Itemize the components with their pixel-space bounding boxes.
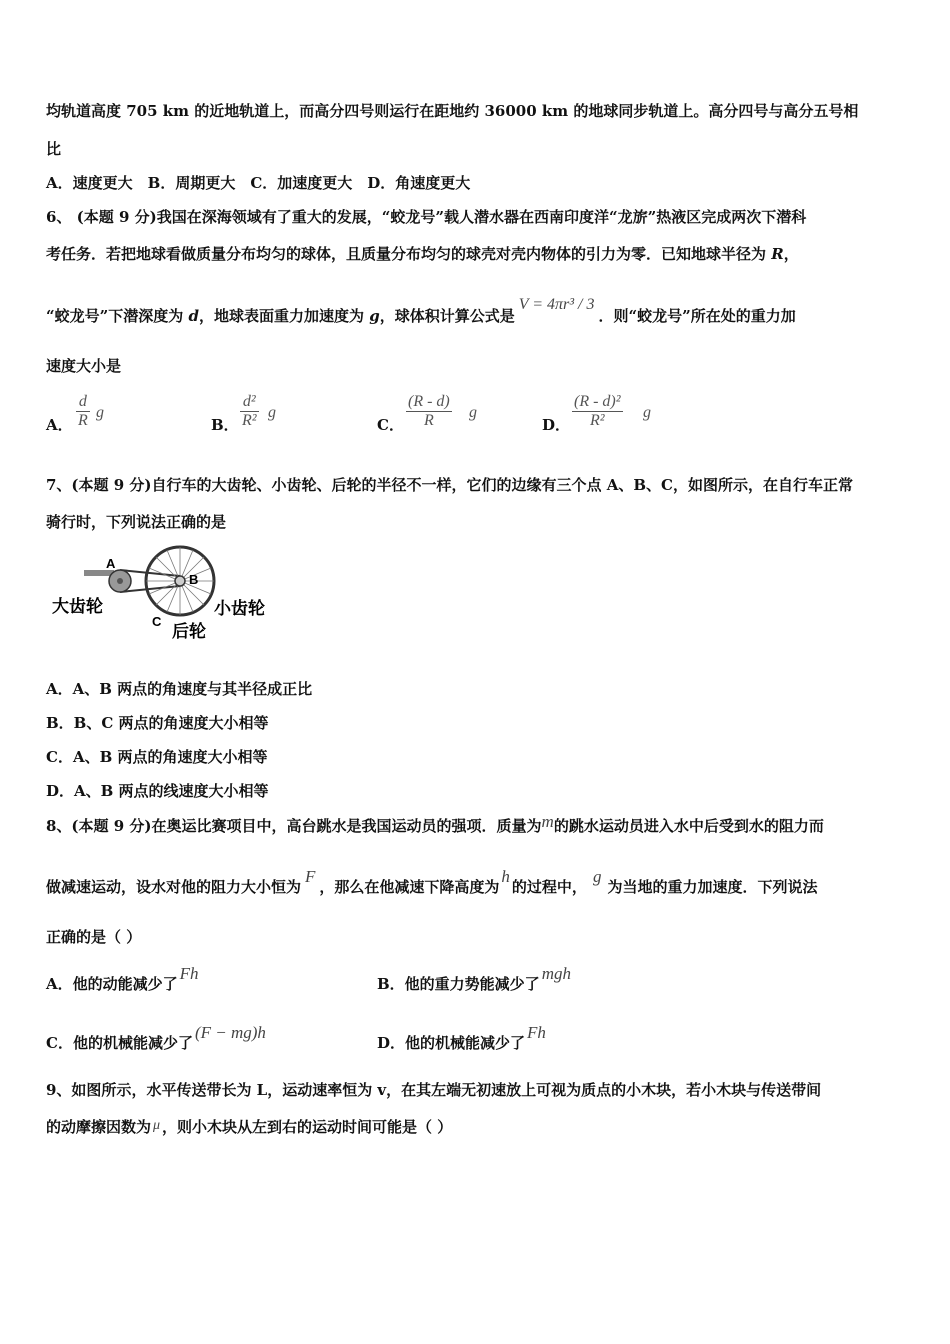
q7-option-d: D．A、B 两点的线速度大小相等 (46, 782, 269, 800)
text: 的跳水运动员进入水中后受到水的阻力而 (553, 817, 824, 835)
q6-option-a-fraction (76, 393, 90, 430)
numerator: d² (240, 393, 259, 412)
q8-stem: 正确的是（ ） (46, 928, 142, 946)
q7-option-b: B．B、C 两点的角速度大小相等 (46, 714, 269, 732)
q7-option-a: A．A、B 两点的角速度与其半径成正比 (46, 680, 313, 698)
text: C．他的机械能减少了 (46, 1034, 193, 1052)
numerator: (R - d) (408, 393, 450, 410)
denominator: R (78, 412, 88, 429)
big-gear-label: 大齿轮 (52, 597, 103, 617)
denominator: R (423, 412, 434, 429)
text: ， (783, 245, 799, 263)
text: 考任务．若把地球看做质量分布均匀的球体，且质量分布均匀的球壳对壳内物体的引力为零．已知地球半径为 (46, 245, 772, 263)
rear-wheel-label: 后轮 (172, 622, 206, 642)
text: 的过程中， (511, 878, 587, 896)
q6-option-d-label: D． (542, 416, 571, 434)
point-c-label: C (152, 614, 162, 629)
text-line: 比 (46, 140, 62, 158)
option-math: (F − mg)h (194, 1023, 266, 1042)
q6-stem (46, 243, 799, 264)
q6-option-a-g: g (96, 404, 104, 421)
q6-option-c-g: g (469, 404, 477, 421)
numerator: d (76, 393, 90, 412)
q5-options: A．速度更大 B．周期更大 C．加速度更大 D．角速度更大 (46, 174, 471, 192)
q6-option-c-fraction (406, 393, 452, 430)
q6-option-a-label: A． (46, 416, 73, 434)
text: ，那么在他减速下降高度为 (319, 878, 500, 896)
q6-stem (46, 296, 796, 326)
var-f: F (305, 867, 316, 886)
numerator: (R - d)² (574, 393, 621, 410)
var-mu: μ (153, 1118, 161, 1133)
text: ．则“蛟龙号”所在处的重力加 (598, 307, 796, 325)
q7-stem: 骑行时，下列说法正确的是 (46, 513, 227, 531)
q6-option-b-fraction (240, 393, 259, 430)
option-math: Fh (179, 964, 199, 983)
q7-option-c: C．A、B 两点的角速度大小相等 (46, 748, 268, 766)
text: ，球体积计算公式是 (379, 307, 515, 325)
var-g: g (369, 307, 380, 325)
q8-option-c (46, 1023, 266, 1053)
q6-stem: 6、 (本题 9 分)我国在深海领域有了重大的发展，“蛟龙号”载人潜水器在西南印度洋“龙旂”热液区完成两次下潜科 (46, 208, 807, 226)
var-m: m (541, 812, 554, 831)
text-line: 均轨道高度 705 km 的近地轨道上，而高分四号则运行在距地约 36000 km 的地球同步轨道上。高分四号与高分五号相 (46, 102, 859, 120)
q9-stem (46, 1116, 452, 1137)
q6-option-b-g: g (268, 404, 276, 421)
small-gear-label: 小齿轮 (214, 599, 265, 619)
q6-stem: 速度大小是 (46, 357, 122, 375)
big-gear-hub (117, 578, 123, 584)
q7-stem: 7、(本题 9 分)自行车的大齿轮、小齿轮、后轮的半径不一样，它们的边缘有三个点 A、B、C，如图所示，在自行车正常 (46, 476, 853, 494)
q8-option-a (46, 964, 199, 994)
text: ，地球表面重力加速度为 (198, 307, 370, 325)
text: ，则小木块从左到右的运动时间可能是（ ） (162, 1118, 453, 1136)
var-g: g (592, 867, 602, 886)
point-b-label: B (189, 572, 199, 587)
text: 8、(本题 9 分)在奥运比赛项目中，高台跳水是我国运动员的强项．质量为 (46, 817, 542, 835)
q6-option-b-label: B． (211, 416, 239, 434)
text: D．他的机械能减少了 (377, 1034, 526, 1052)
option-math: mgh (541, 964, 571, 983)
bicycle-gear-figure (48, 542, 278, 644)
text: 的动摩擦因数为 (46, 1118, 152, 1136)
text: “蛟龙号”下潜深度为 (46, 307, 189, 325)
denominator: R² (589, 412, 605, 429)
text: A．他的动能减少了 (46, 975, 178, 993)
text: B．他的重力势能减少了 (377, 975, 540, 993)
q6-option-c-label: C． (377, 416, 404, 434)
point-a-label: A (106, 556, 116, 571)
q8-stem (46, 812, 824, 836)
var-d: d (188, 307, 199, 325)
text: 做减速运动，设水对他的阻力大小恒为 (46, 878, 302, 896)
q9-stem: 9、如图所示，水平传送带长为 L，运动速率恒为 v，在其左端无初速放上可视为质点的小木块，若小木块与传送带间 (46, 1081, 822, 1099)
q8-option-b (377, 964, 571, 994)
text: 为当地的重力加速度．下列说法 (607, 878, 818, 896)
volume-formula: V = 4πr³ / 3 (518, 296, 595, 313)
q8-stem (46, 867, 818, 897)
q6-option-d-fraction (572, 393, 623, 430)
q6-option-d-g: g (643, 404, 651, 421)
var-r: R (771, 245, 784, 263)
denominator: R² (242, 412, 257, 429)
var-h: h (501, 867, 510, 886)
q8-option-d (377, 1023, 546, 1053)
small-gear (175, 576, 185, 586)
option-math: Fh (527, 1023, 546, 1042)
